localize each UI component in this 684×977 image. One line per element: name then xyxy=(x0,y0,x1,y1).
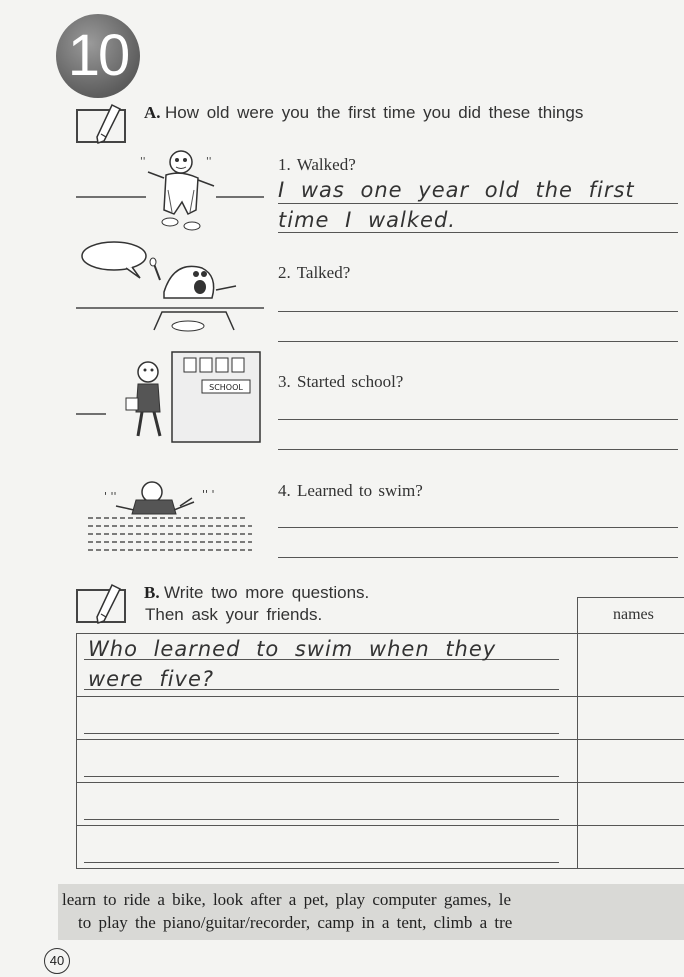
table-row-border xyxy=(76,696,684,697)
answer-line[interactable] xyxy=(278,527,678,528)
answer-1-line-2[interactable]: time I walked. xyxy=(278,208,456,232)
table-row-border xyxy=(76,825,684,826)
unit-number: 10 xyxy=(67,23,129,88)
question-b-line-1[interactable]: Who learned to swim when they xyxy=(88,637,497,661)
section-b-letter: B. xyxy=(144,583,160,602)
swimming-child-illustration xyxy=(76,470,266,556)
answer-line[interactable] xyxy=(278,419,678,420)
question-1-text: Walked? xyxy=(296,155,356,174)
section-a-letter: A. xyxy=(144,103,161,122)
question-2-text: Talked? xyxy=(296,263,351,282)
question-3-text: Started school? xyxy=(297,372,404,391)
question-b-line-2[interactable]: were five? xyxy=(88,667,215,691)
writing-guide-line[interactable] xyxy=(84,819,559,820)
svg-text:'': '' xyxy=(140,156,146,167)
pencil-icon xyxy=(92,103,122,145)
word-bank-line-2: to play the piano/guitar/recorder, camp in a tent, climb a tre xyxy=(78,913,513,932)
school-sign: SCHOOL xyxy=(209,383,243,392)
question-1-number: 1. xyxy=(278,155,291,174)
page-number-text: 40 xyxy=(49,953,65,968)
question-2 xyxy=(278,263,350,283)
word-bank-band xyxy=(58,884,684,940)
speech-bubble-icon xyxy=(82,242,146,278)
page-number xyxy=(44,948,70,974)
answer-1-line-1[interactable]: I was one year old the first xyxy=(278,178,635,202)
question-3-number: 3. xyxy=(278,372,291,391)
writing-guide-line[interactable] xyxy=(84,733,559,734)
questions-table xyxy=(76,597,684,869)
answer-line[interactable] xyxy=(278,341,678,342)
table-top-border xyxy=(577,597,684,598)
table-header-border xyxy=(76,633,684,634)
svg-text:' '': ' '' xyxy=(104,490,117,503)
unit-number-badge xyxy=(56,14,140,98)
question-4 xyxy=(278,481,423,501)
svg-text:'': '' xyxy=(206,156,212,167)
talking-baby-illustration xyxy=(76,240,266,340)
answer-line[interactable] xyxy=(278,557,678,558)
answer-line xyxy=(278,232,678,233)
pencil-icon-box xyxy=(76,109,126,143)
svg-text:'' ': '' ' xyxy=(202,488,215,501)
school-boy-illustration xyxy=(76,348,266,448)
word-bank-line-1: learn to ride a bike, look after a pet, play computer games, le xyxy=(62,890,512,909)
table-row-border xyxy=(76,739,684,740)
names-column-header: names xyxy=(613,606,654,623)
section-b-instruction-1: Write two more questions. xyxy=(164,583,370,602)
writing-guide-line[interactable] xyxy=(84,776,559,777)
answer-line xyxy=(278,203,678,204)
question-2-number: 2. xyxy=(278,263,291,282)
question-4-number: 4. xyxy=(278,481,291,500)
table-row-border xyxy=(76,782,684,783)
writing-guide-line[interactable] xyxy=(84,862,559,863)
section-b-instruction-2: Then ask your friends. xyxy=(145,605,323,624)
answer-line[interactable] xyxy=(278,449,678,450)
section-a-heading xyxy=(144,103,583,123)
walking-baby-illustration xyxy=(76,150,266,240)
table-left-border xyxy=(76,633,77,869)
question-3 xyxy=(278,372,403,392)
question-4-text: Learned to swim? xyxy=(297,481,423,500)
table-bottom-border xyxy=(76,868,684,869)
table-divider xyxy=(577,597,578,869)
answer-line[interactable] xyxy=(278,311,678,312)
question-1 xyxy=(278,155,356,175)
section-a-instruction: How old were you the first time you did these things xyxy=(164,103,584,122)
